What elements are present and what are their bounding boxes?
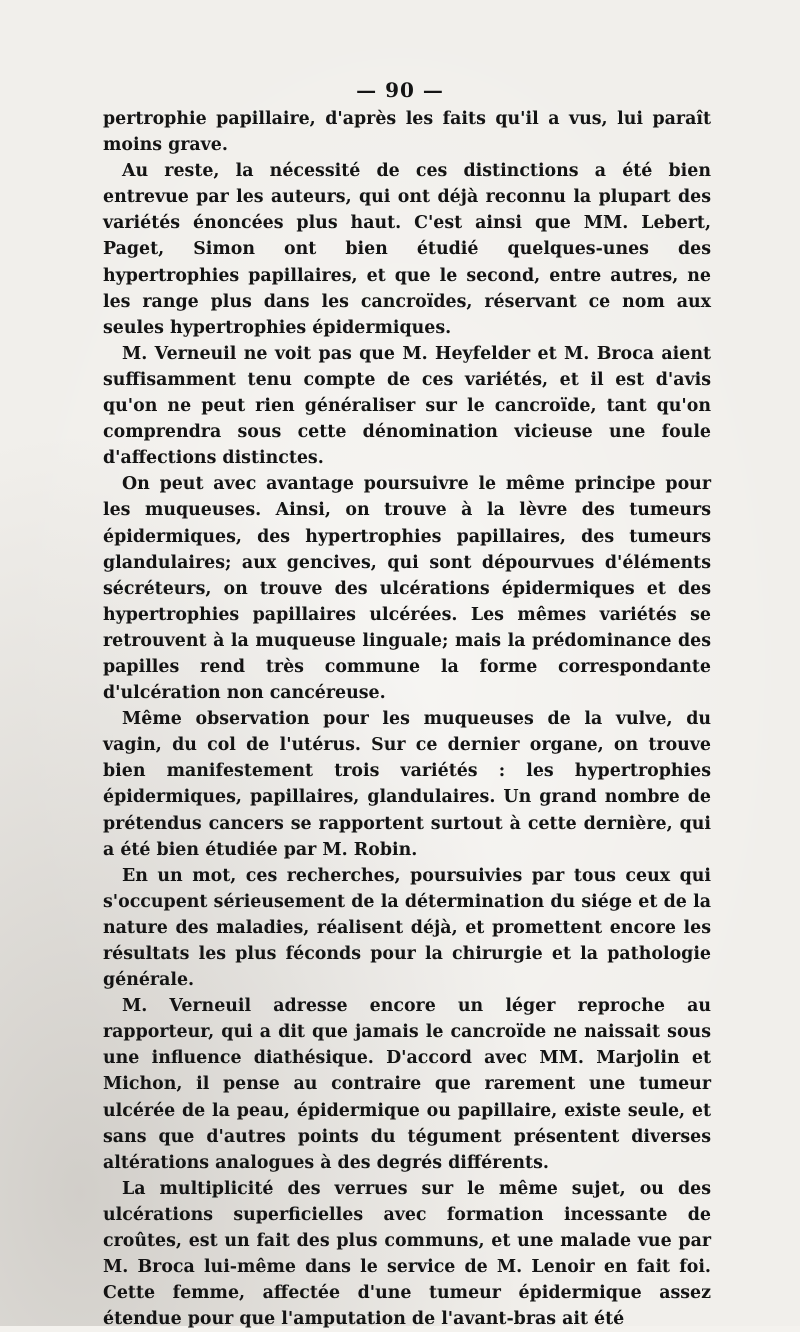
paragraph: M. Verneuil adresse encore un léger reproche au rapporteur, qui a dit que jamais le cancroïde ne naissait sous une influence diathésique. D'accord avec MM. Marjolin et Michon, il pense au contraire que rarement une tumeur ulcérée de la peau, épidermique ou papillaire, existe seule, et sans que d'autres points du tégument présentent diverses altérations analogues à des degrés différents. [103,996,711,1173]
paragraph: Même observation pour les muqueuses de la vulve, du vagin, du col de l'utérus. Sur ce dernier organe, on trouve bien manifestement trois variétés : les hypertrophies épidermiques, papillaires, glandulaires. Un grand nombre de prétendus cancers se rapportent surtout à cette dernière, qui a été bien étudiée par M. Robin. [103,709,711,860]
paragraph: Au reste, la nécessité de ces distinctions a été bien entrevue par les auteurs, qui ont déjà reconnu la plupart des variétés énoncées plus haut. C'est ainsi que MM. Lebert, Paget, Simon ont bien étudié quelques-unes des hypertrophies papillaires, et que le second, entre autres, ne les range plus dans les cancroïdes, réservant ce nom aux seules hypertrophies épidermiques. [103,161,711,338]
body-text [103,106,711,1332]
paragraph: En un mot, ces recherches, poursuivies par tous ceux qui s'occupent sérieusement de la détermination du siége et de la nature des maladies, réalisent déjà, et promettent encore les résultats les plus féconds pour la chirurgie et la pathologie générale. [103,865,711,991]
paragraph: M. Verneuil ne voit pas que M. Heyfelder et M. Broca aient suffisamment tenu compte de ces variétés, et il est d'avis qu'on ne peut rien généraliser sur le cancroïde, tant qu'on comprendra sous cette dénomination vicieuse une foule d'affections distinctes. [103,343,711,469]
paragraph: La multiplicité des verrues sur le même sujet, ou des ulcérations superficielles avec formation incessante de croûtes, est un fait des plus communs, et une malade vue par M. Broca lui-même dans le service de M. Lenoir en fait foi. Cette femme, affectée d'une tumeur épidermique assez étendue pour que l'amputation de l'avant-bras ait été [103,1178,711,1330]
paragraph: On peut avec avantage poursuivre le même principe pour les muqueuses. Ainsi, on trouve à la lèvre des tumeurs épidermiques, des hypertrophies papillaires, des tumeurs glandulaires; aux gencives, qui sont dépourvues d'éléments sécréteurs, on trouve des ulcérations épidermiques et des hypertrophies papillaires ulcérées. Les mêmes variétés se retrouvent à la muqueuse linguale; mais la prédominance des papilles rend très commune la forme correspondante d'ulcération non cancéreuse. [103,474,711,704]
page-number: — 90 — [356,78,444,102]
paragraph: pertrophie papillaire, d'après les faits qu'il a vus, lui paraît moins grave. [103,109,711,156]
